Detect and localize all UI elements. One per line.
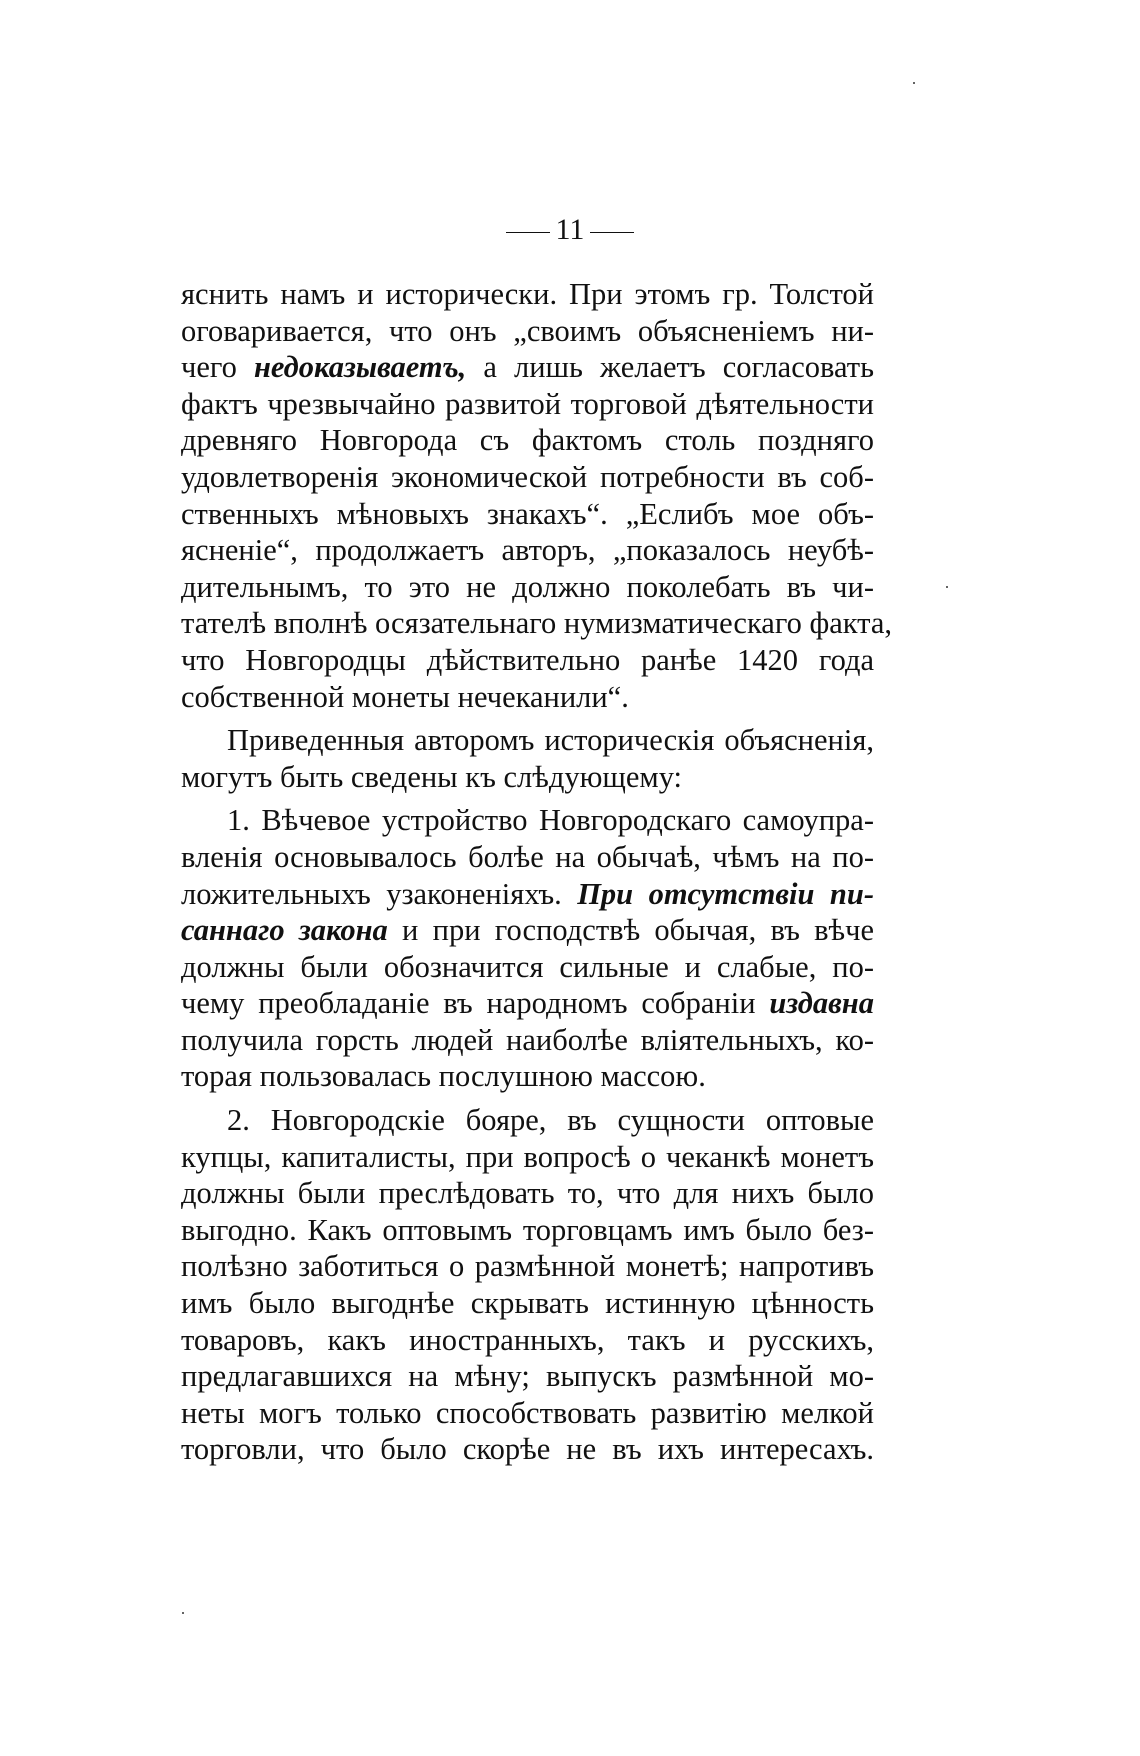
text-line — [181, 876, 874, 913]
body-text — [181, 276, 893, 1468]
text-line: купцы, капиталисты, при вопросѣ о чеканкѣ монетъ — [181, 1139, 874, 1174]
text-line: предлагавшихся на мѣну; выпускъ размѣнной мо- — [181, 1359, 874, 1394]
paragraph — [181, 1102, 874, 1468]
text-line: должны были преслѣдовать то, что для нихъ было — [181, 1176, 874, 1211]
text-line: ственныхъ мѣновыхъ знакахъ“. „Еслибъ мое объ- — [181, 496, 874, 531]
text-line: полѣзно заботиться о размѣнной монетѣ; напротивъ — [181, 1249, 874, 1284]
page-number-text: 11 — [555, 213, 585, 246]
text-line: товаровъ, какъ иностранныхъ, такъ и русскихъ, — [181, 1322, 874, 1357]
page-number — [0, 210, 1140, 250]
text-line: получила горсть людей наиболѣе вліятельныхъ, ко- — [181, 1022, 874, 1057]
text-segment: чему преобладаніе въ народномъ собраніи — [181, 986, 770, 1021]
text-segment: и при господствѣ обычая, въ вѣче — [387, 913, 874, 948]
text-line: тателѣ вполнѣ осязательнаго нумизматическаго факта, — [181, 606, 893, 641]
text-line: должны были обозначится сильные и слабые, по- — [181, 949, 874, 984]
text-line: 2. Новгородскіе бояре, въ сущности оптовые — [227, 1103, 874, 1138]
scan-speck — [946, 586, 948, 588]
text-line: удовлетворенія экономической потребности въ соб- — [181, 459, 874, 494]
scan-speck — [182, 1612, 184, 1614]
text-line: вленія основывалось болѣе на обычаѣ, чѣмъ на по- — [181, 839, 874, 874]
text-line: собственной монеты нечеканили“. — [181, 679, 629, 714]
text-line: 1. Вѣчевое устройство Новгородскаго самоупра- — [227, 803, 874, 838]
text-line: Приведенныя авторомъ историческія объясненія, — [227, 723, 874, 758]
text-line: могутъ быть сведены къ слѣдующему: — [181, 759, 683, 794]
emphasis-text: саннаго закона — [181, 913, 388, 948]
text-line: торая пользовалась послушною массою. — [181, 1059, 706, 1094]
paragraph — [181, 276, 893, 715]
text-segment: чего — [181, 350, 254, 385]
paragraph — [181, 802, 874, 1095]
text-line: оговаривается, что онъ „своимъ объясненіемъ ни- — [181, 313, 874, 348]
text-line: что Новгородцы дѣйствительно ранѣе 1420 года — [181, 642, 874, 677]
text-segment: а лишь желаетъ согласовать — [466, 350, 874, 385]
page-number-rule-left — [506, 232, 550, 233]
text-segment: ложительныхъ узаконеніяхъ. — [181, 876, 578, 911]
text-line: имъ было выгоднѣе скрывать истинную цѣнность — [181, 1286, 874, 1321]
text-line: фактъ чрезвычайно развитой торговой дѣятельности — [181, 386, 874, 421]
emphasis-text: издавна — [769, 986, 874, 1021]
text-line: древняго Новгорода съ фактомъ столь поздняго — [181, 423, 874, 458]
text-line: неты могъ только способствовать развитію мелкой — [181, 1395, 874, 1430]
text-line — [181, 912, 874, 949]
paragraph — [181, 722, 874, 795]
scan-speck — [913, 82, 915, 84]
text-line — [181, 349, 874, 386]
text-line: торговли, что было скорѣе не въ ихъ интересахъ. — [181, 1432, 874, 1467]
emphasis-text: недоказываетъ, — [253, 350, 467, 385]
text-line: дительнымъ, то это не должно поколебать въ чи- — [181, 569, 874, 604]
text-line — [181, 985, 874, 1022]
emphasis-text: При отсутствіи пи- — [577, 876, 874, 911]
text-line: ясненіе“, продолжаетъ авторъ, „показалось неубѣ- — [181, 533, 874, 568]
text-line: выгодно. Какъ оптовымъ торговцамъ имъ было без- — [181, 1212, 874, 1247]
page-number-rule-right — [590, 232, 634, 233]
text-line: яснить намъ и исторически. При этомъ гр. Толстой — [181, 277, 874, 311]
